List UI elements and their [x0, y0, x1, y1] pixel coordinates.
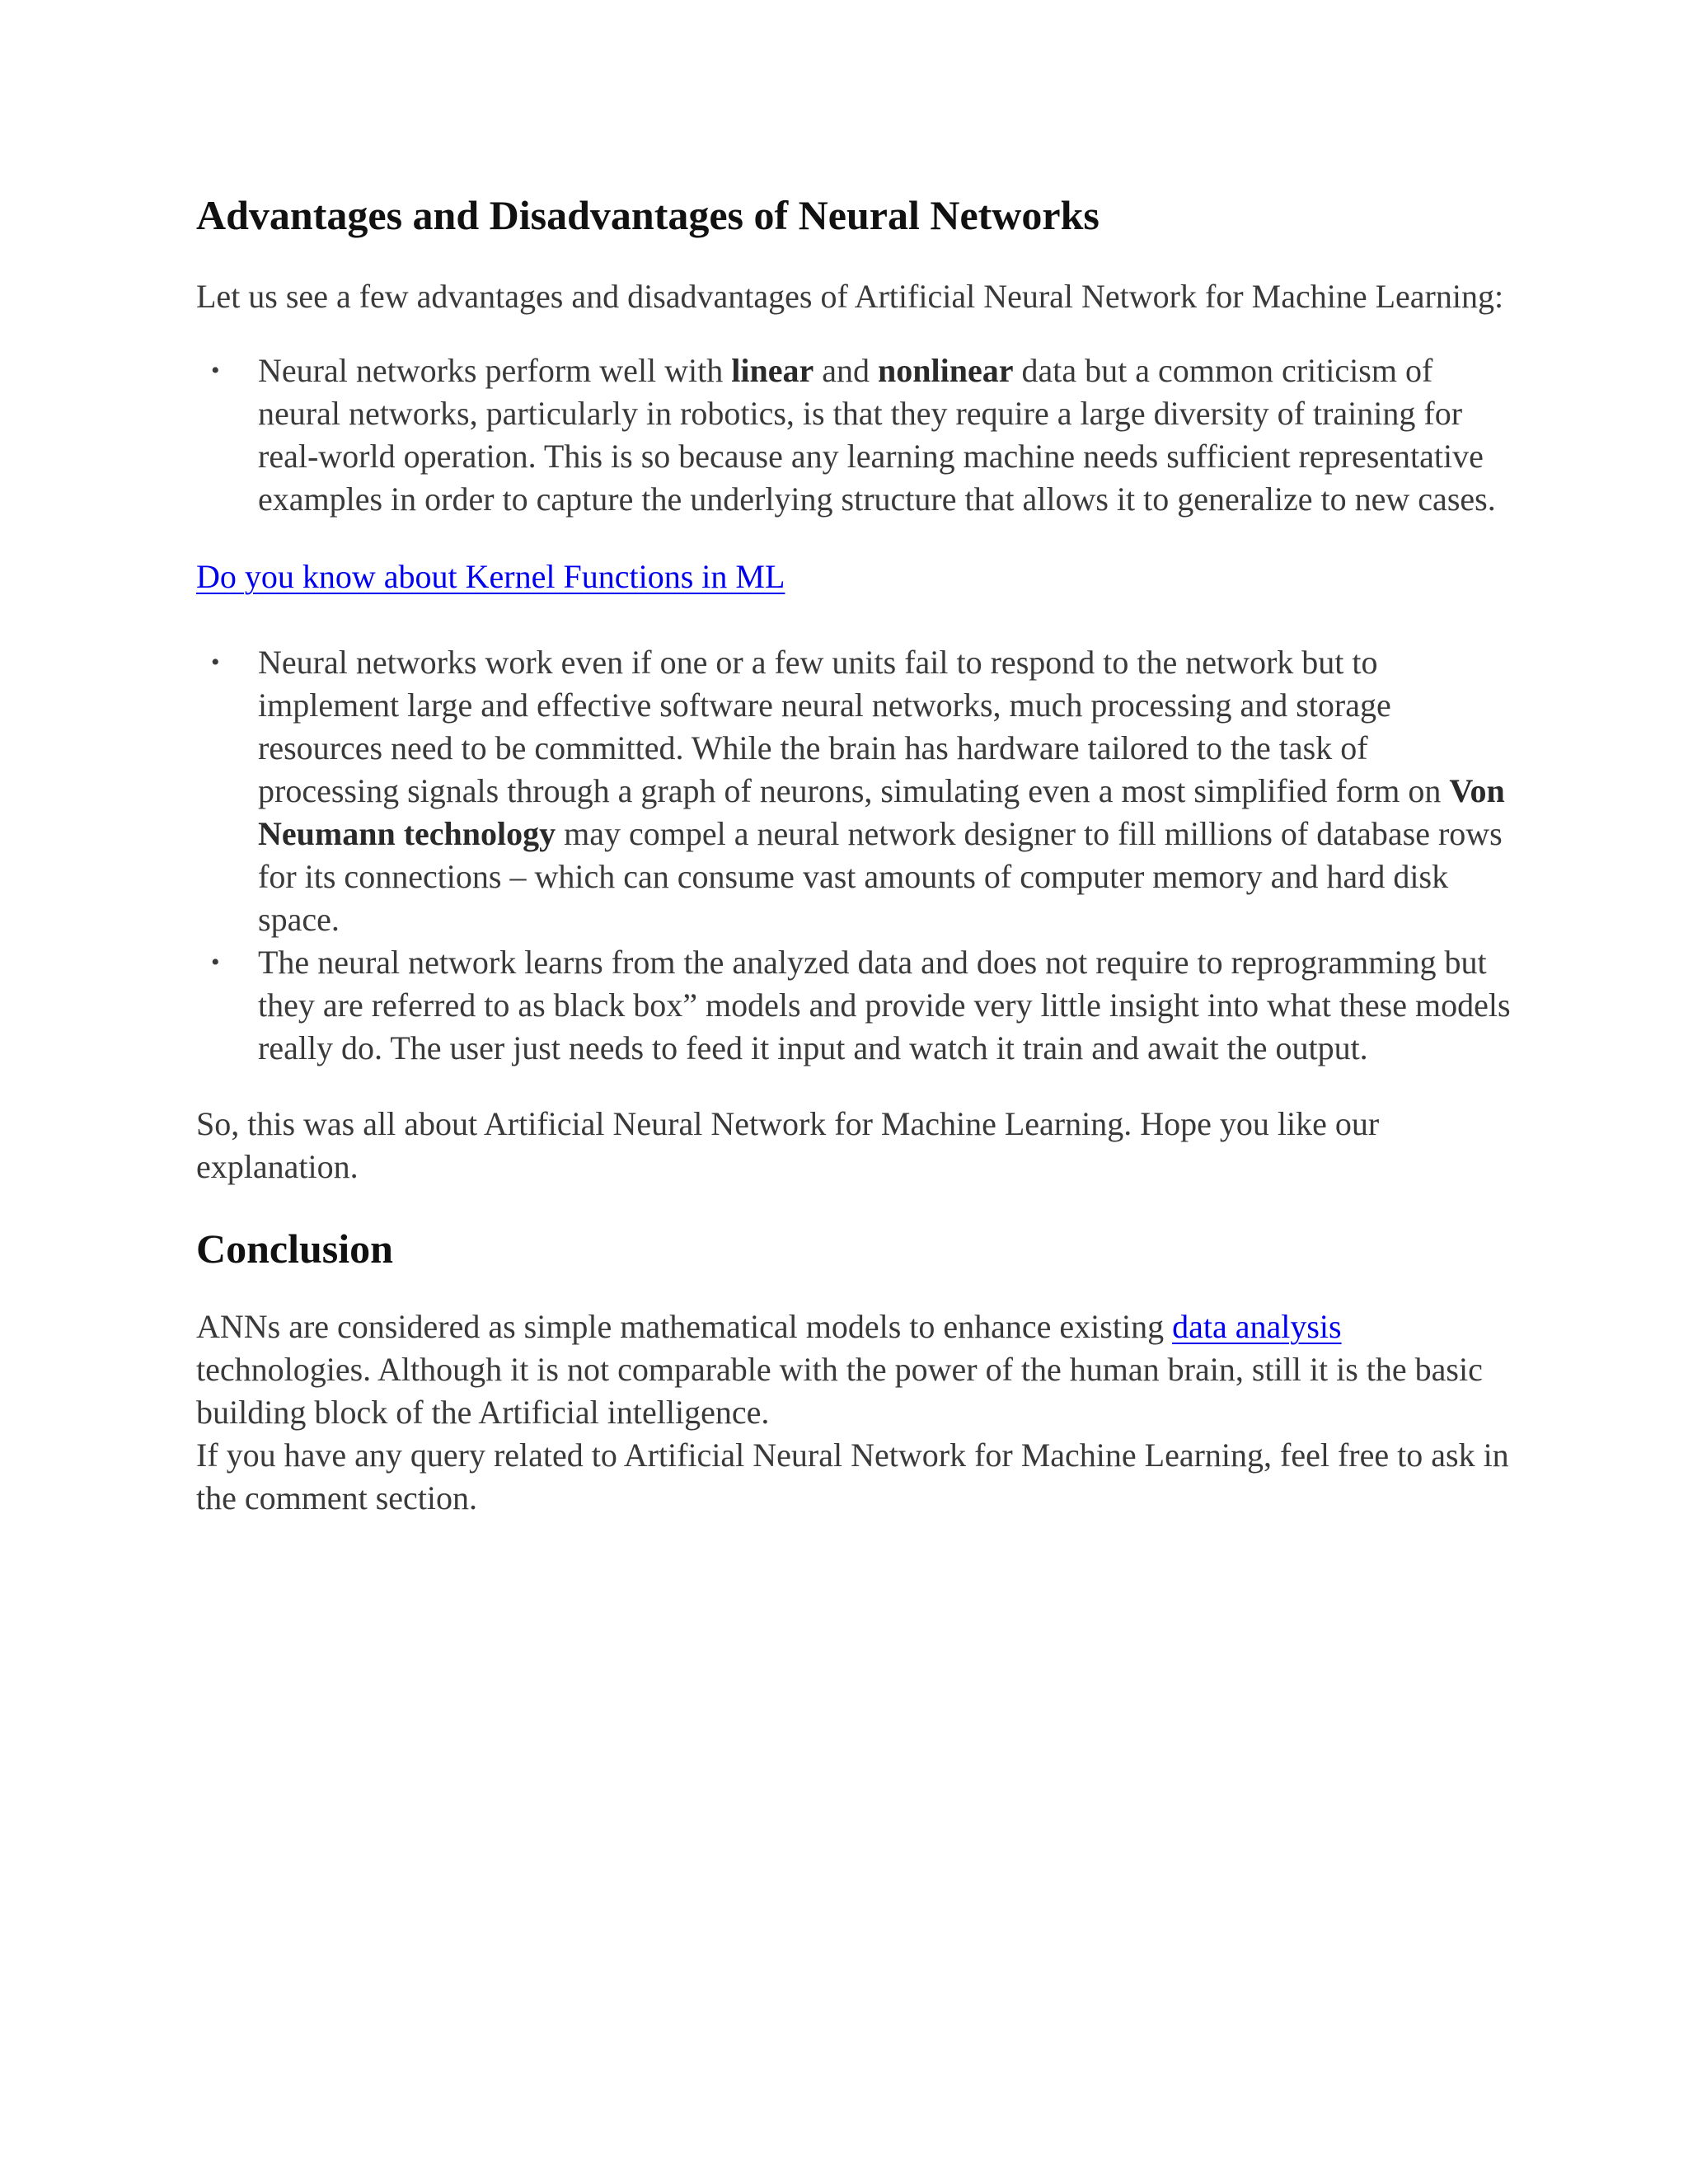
bullet-text: and	[814, 352, 879, 389]
intro-paragraph: Let us see a few advantages and disadvantages of Artificial Neural Network for Machine Learning:	[196, 278, 1504, 315]
bullet-icon: •	[211, 357, 220, 384]
list-item	[196, 349, 1515, 521]
list-item	[196, 641, 1515, 941]
conclusion-text: ANNs are considered as simple mathematical models to enhance existing	[196, 1308, 1173, 1345]
bullet-list	[196, 641, 1515, 1070]
conclusion-paragraph	[196, 1305, 1515, 1434]
section-heading-advantages: Advantages and Disadvantages of Neural Networks	[196, 192, 1100, 238]
bullet-list	[196, 349, 1515, 521]
bullet-text: Neural networks work even if one or a few units fail to respond to the network but to implement large and effective software neural networks, much processing and storage resources need to be committed. While the brain has hardware tailored to the task of processing signals through a graph of neurons, simulating even a most simplified form on	[258, 644, 1450, 809]
kernel-functions-link[interactable]: Do you know about Kernel Functions in ML	[196, 558, 785, 595]
section-heading-conclusion: Conclusion	[196, 1226, 393, 1272]
bullet-text: data but a common criticism of neural networks, particularly in robotics, is that they require a large diversity of training for real-world operation. This is so because any learning machine needs sufficient representative examples in order to capture the underlying structure that allows it to generalize to new cases.	[258, 352, 1496, 518]
bullet-text: may compel a neural network designer to fill millions of database rows for its connections – which can consume vast amounts of computer memory and hard disk space.	[258, 815, 1503, 938]
conclusion-text: technologies. Although it is not comparable with the power of the human brain, still it is the basic building block of the Artificial intelligence.	[196, 1351, 1483, 1431]
summary-paragraph: So, this was all about Artificial Neural Network for Machine Learning. Hope you like our explanation.	[196, 1105, 1380, 1185]
data-analysis-link[interactable]: data analysis	[1172, 1308, 1342, 1345]
bold-term-nonlinear: nonlinear	[878, 352, 1014, 389]
bold-term-von-neumann: Von Neumann technology	[258, 772, 1505, 852]
bold-term-linear: linear	[731, 352, 814, 389]
bullet-icon: •	[211, 949, 220, 976]
document-page	[196, 191, 1515, 1520]
bullet-icon: •	[211, 649, 220, 676]
bullet-text: Neural networks perform well with	[258, 352, 732, 389]
query-paragraph: If you have any query related to Artificial Neural Network for Machine Learning, feel free to ask in the comment section.	[196, 1436, 1509, 1516]
list-item	[196, 941, 1515, 1070]
bullet-text: The neural network learns from the analyzed data and does not require to reprogramming but they are referred to as black box” models and provide very little insight into what these models really do. The user just needs to feed it input and watch it train and await the output.	[258, 944, 1511, 1066]
link-paragraph	[196, 555, 1515, 598]
